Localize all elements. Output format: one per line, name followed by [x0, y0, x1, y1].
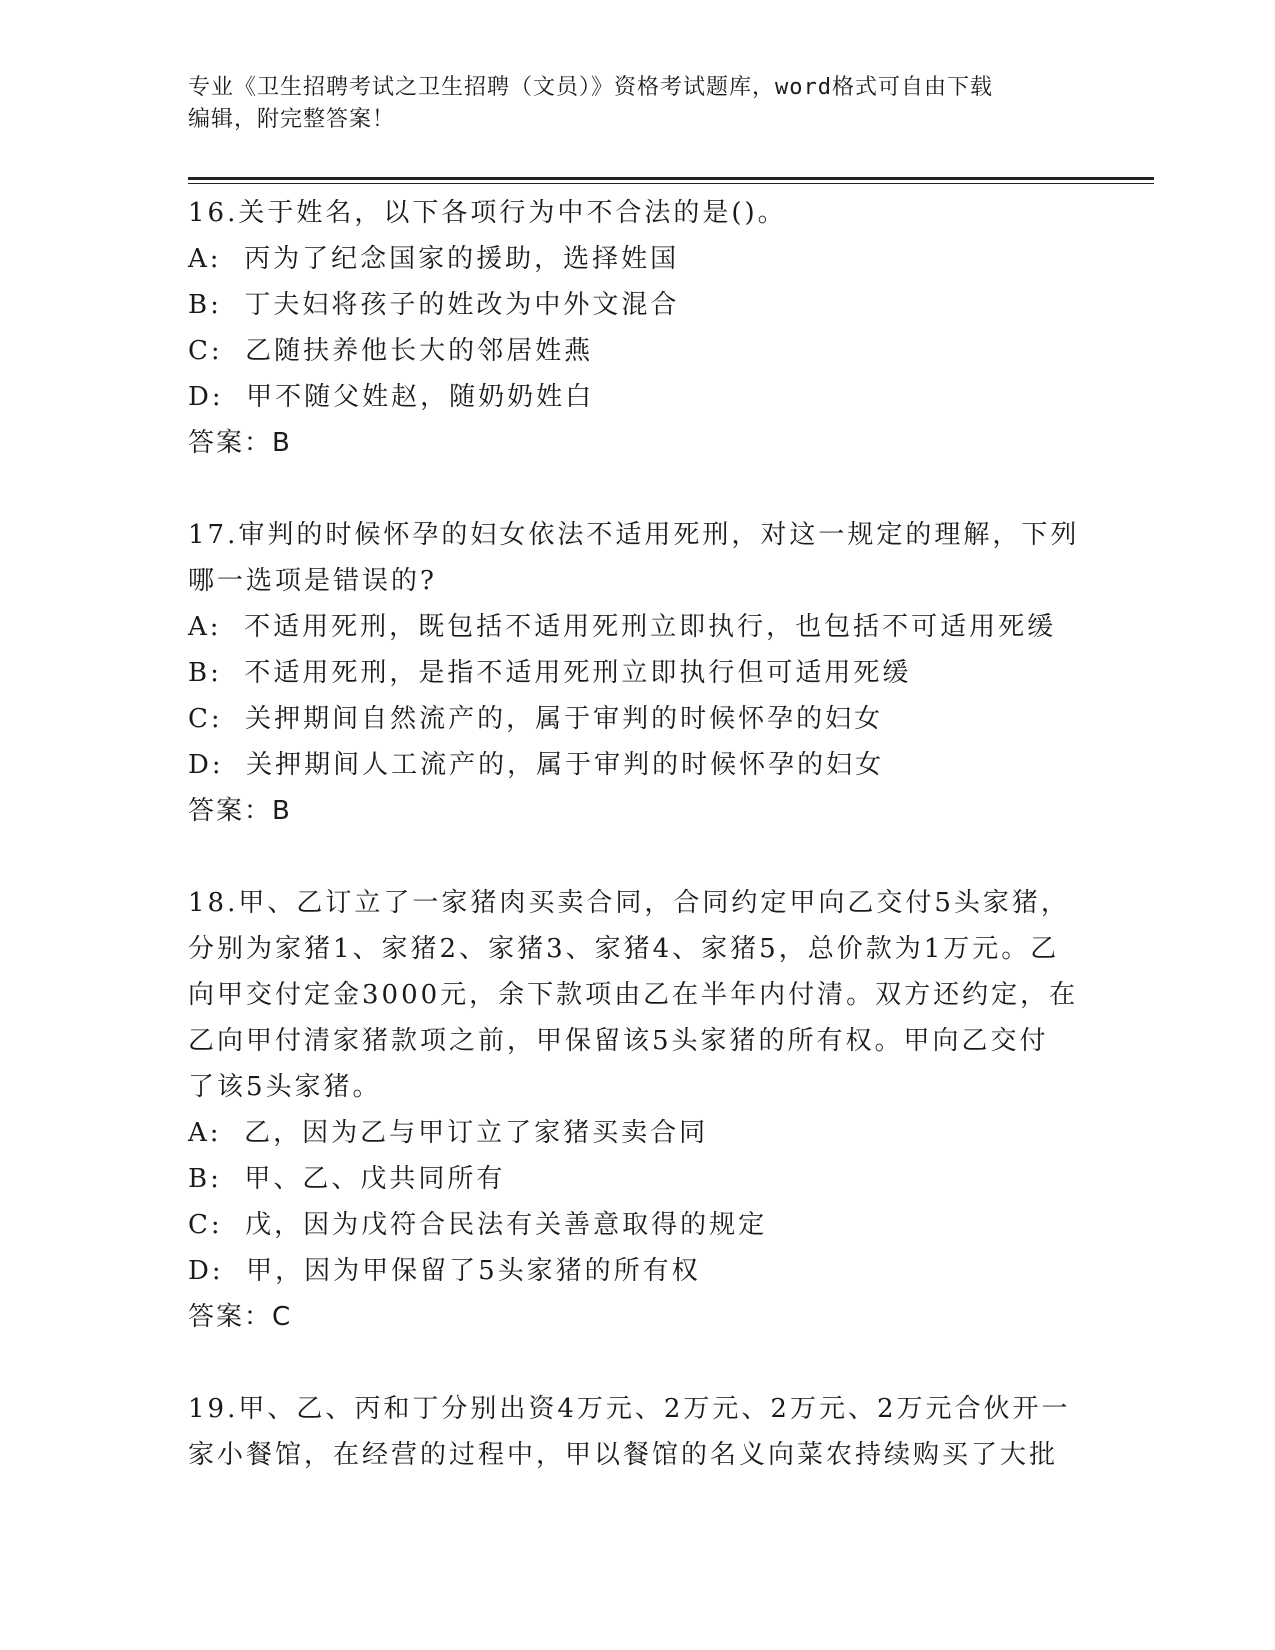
header-line-2: 编辑，附完整答案！	[188, 107, 396, 132]
question-stem-line: 19.甲、乙、丙和丁分别出资4万元、2万元、2万元、2万元合伙开一	[188, 1394, 1071, 1424]
answer-key: 答案：B	[188, 428, 292, 458]
question-stem-line: 分别为家猪1、家猪2、家猪3、家猪4、家猪5，总价款为1万元。乙	[188, 934, 1060, 964]
header-line-1: 专业《卫生招聘考试之卫生招聘（文员）》资格考试题库，word格式可自由下载	[188, 75, 993, 100]
question-stem-line: 向甲交付定金3000元，余下款项由乙在半年内付清。双方还约定，在	[188, 980, 1079, 1010]
question-stem-line: 17.审判的时候怀孕的妇女依法不适用死刑，对这一规定的理解，下列	[188, 520, 1080, 550]
answer-option: D: 关押期间人工流产的，属于审判的时候怀孕的妇女	[188, 750, 885, 780]
answer-key: 答案：B	[188, 796, 292, 826]
question-stem-line: 家小餐馆，在经营的过程中，甲以餐馆的名义向菜农持续购买了大批	[188, 1440, 1059, 1470]
answer-key: 答案：C	[188, 1302, 293, 1332]
question-stem-line: 哪一选项是错误的?	[188, 566, 437, 596]
question-list	[188, 190, 1088, 1524]
header-divider-thin	[188, 183, 1154, 184]
answer-option: D: 甲，因为甲保留了5头家猪的所有权	[188, 1256, 701, 1286]
answer-option: C: 戊，因为戊符合民法有关善意取得的规定	[188, 1210, 768, 1240]
answer-option: A: 不适用死刑，既包括不适用死刑立即执行，也包括不可适用死缓	[188, 612, 1057, 642]
answer-option: B: 不适用死刑，是指不适用死刑立即执行但可适用死缓	[188, 658, 912, 688]
question-block	[188, 880, 1088, 1340]
answer-option: A: 乙，因为乙与甲订立了家猪买卖合同	[188, 1118, 709, 1148]
question-stem-line: 乙向甲付清家猪款项之前，甲保留该5头家猪的所有权。甲向乙交付	[188, 1026, 1049, 1056]
answer-option: B: 丁夫妇将孩子的姓改为中外文混合	[188, 290, 680, 320]
question-stem-line: 18.甲、乙订立了一家猪肉买卖合同，合同约定甲向乙交付5头家猪，	[188, 888, 1070, 918]
answer-option: C: 关押期间自然流产的，属于审判的时候怀孕的妇女	[188, 704, 884, 734]
question-block	[188, 1386, 1088, 1478]
question-block	[188, 190, 1088, 466]
header-divider-thick	[188, 177, 1154, 180]
answer-option: C: 乙随扶养他长大的邻居姓燕	[188, 336, 594, 366]
answer-option: A: 丙为了纪念国家的援助，选择姓国	[188, 244, 680, 274]
question-stem-line: 16.关于姓名，以下各项行为中不合法的是()。	[188, 198, 787, 228]
question-stem-line: 了该5头家猪。	[188, 1072, 382, 1102]
document-header	[188, 72, 1088, 136]
question-block	[188, 512, 1088, 834]
answer-option: D: 甲不随父姓赵，随奶奶姓白	[188, 382, 595, 412]
answer-option: B: 甲、乙、戊共同所有	[188, 1164, 506, 1194]
